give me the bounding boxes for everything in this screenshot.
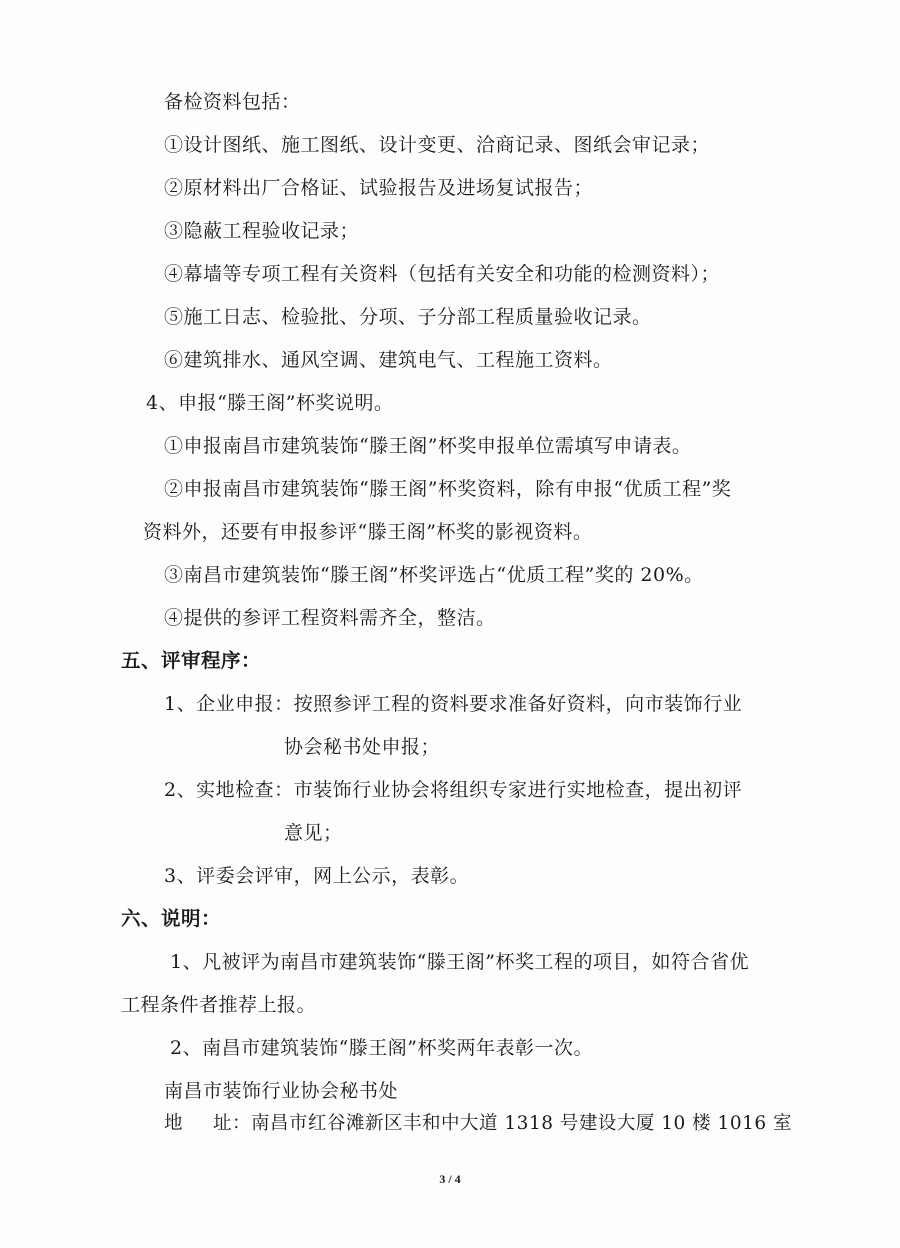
heading-notes: 六、说明： <box>121 907 222 930</box>
address-label-di: 地 <box>164 1113 184 1134</box>
procedure-1: 1、企业申报：按照参评工程的资料要求准备好资料，向市装饰行业 <box>164 693 743 715</box>
procedure-2: 2、实地检查：市装饰行业协会将组织专家进行实地检查，提出初评 <box>164 779 743 801</box>
note-2: 2、南昌市建筑装饰“滕王阁”杯奖两年表彰一次。 <box>170 1037 594 1059</box>
material-item-1: ①设计图纸、施工图纸、设计变更、洽商记录、图纸会审记录； <box>164 134 711 156</box>
section-4-item-2: ②申报南昌市建筑装饰“滕王阁”杯奖资料，除有申报“优质工程”奖 <box>164 478 732 500</box>
material-item-6: ⑥建筑排水、通风空调、建筑电气、工程施工资料。 <box>164 349 613 371</box>
section-4-title: 4、申报“滕王阁”杯奖说明。 <box>146 392 394 414</box>
section-4-item-2-cont: 资料外，还要有申报参评“滕王阁”杯奖的影视资料。 <box>143 521 593 543</box>
note-1: 1、凡被评为南昌市建筑装饰“滕王阁”杯奖工程的项目，如符合省优 <box>170 951 750 973</box>
section-4-item-3: ③南昌市建筑装饰“滕王阁”杯奖评选占“优质工程”奖的 20%。 <box>164 564 704 586</box>
note-1-cont: 工程条件者推荐上报。 <box>121 994 317 1016</box>
address-line <box>164 1112 792 1136</box>
organization-name: 南昌市装饰行业协会秘书处 <box>164 1080 399 1102</box>
material-item-3: ③隐蔽工程验收记录； <box>164 220 360 242</box>
address-label-zhi: 址： <box>213 1113 252 1134</box>
material-item-2: ②原材料出厂合格证、试验报告及进场复试报告； <box>164 177 594 199</box>
address-text: 南昌市红谷滩新区丰和中大道 1318 号建设大厦 10 楼 1016 室 <box>251 1113 793 1134</box>
page-number: 3 / 4 <box>439 1172 461 1186</box>
heading-review-procedure: 五、评审程序： <box>121 649 262 672</box>
section-4-item-1: ①申报南昌市建筑装饰“滕王阁”杯奖申报单位需填写申请表。 <box>164 435 692 457</box>
section-4-item-4: ④提供的参评工程资料需齐全，整洁。 <box>164 607 496 629</box>
material-item-4: ④幕墙等专项工程有关资料（包括有关安全和功能的检测资料）； <box>164 263 721 285</box>
material-item-5: ⑤施工日志、检验批、分项、子分部工程质量验收记录。 <box>164 306 652 328</box>
procedure-2-cont: 意见； <box>284 822 343 844</box>
procedure-3: 3、评委会评审，网上公示，表彰。 <box>164 865 470 887</box>
materials-intro: 备检资料包括： <box>164 91 301 113</box>
procedure-1-cont: 协会秘书处申报； <box>284 736 441 758</box>
